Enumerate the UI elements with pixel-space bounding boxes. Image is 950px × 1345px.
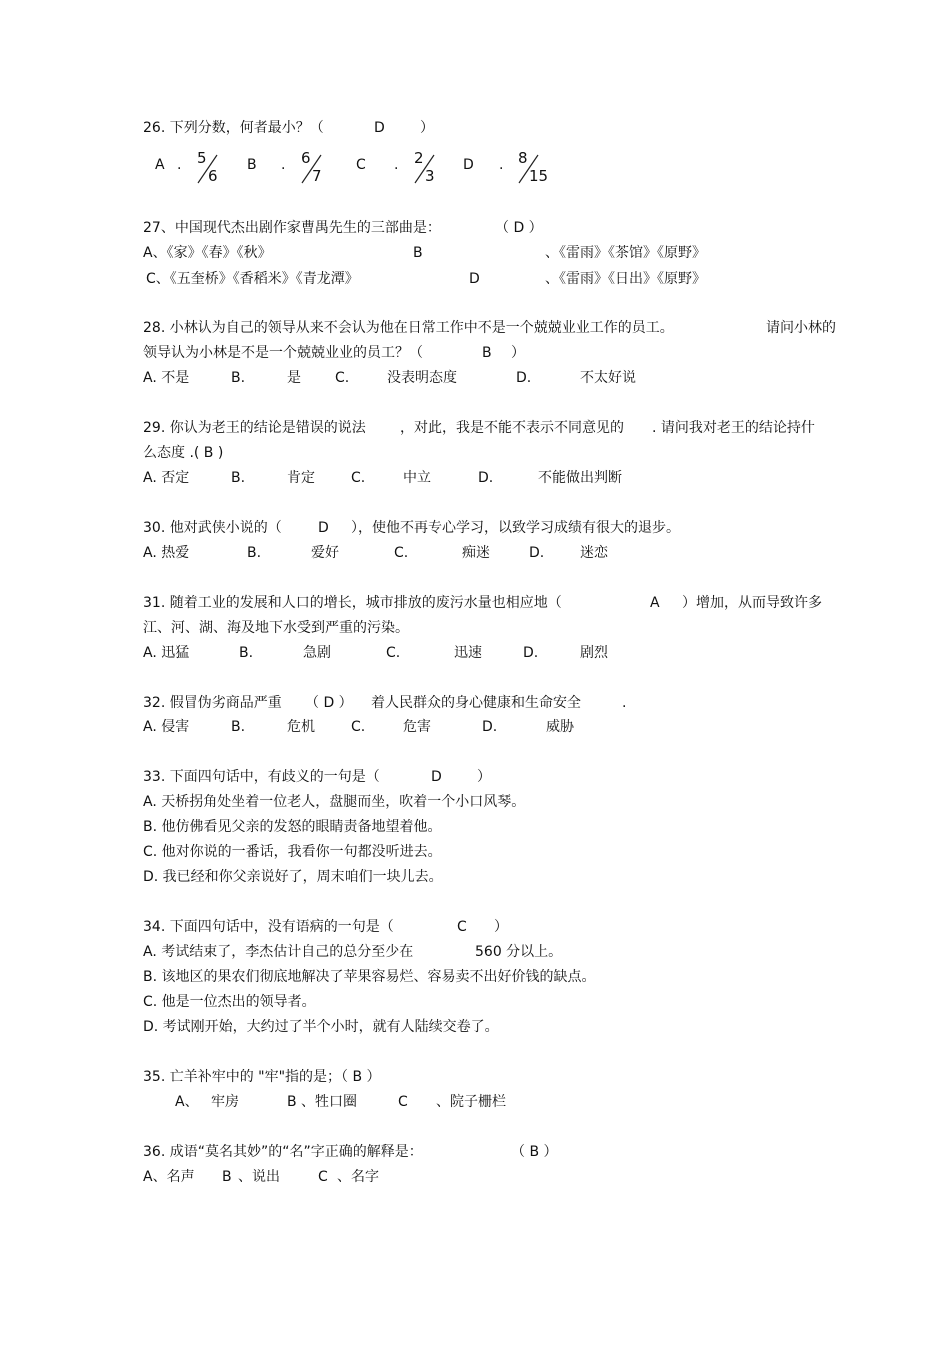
q36-answer: （ B ） xyxy=(511,1144,558,1160)
q27-option-c: C、《五奎桥》《香稻米》《青龙潭》 xyxy=(146,271,359,287)
q26-option-c-letter: C xyxy=(356,157,366,173)
q32-option-c-letter: C. xyxy=(351,719,366,735)
q34-option-a-end: 560 分以上。 xyxy=(475,944,563,960)
q28-option-a: A. 不是 xyxy=(143,370,190,386)
q28-option-b-letter: B. xyxy=(231,370,246,386)
q33-option-c: C. 他对你说的一番话，我看你一句都没听进去。 xyxy=(143,844,442,860)
q33-line1: 33. 下面四句话中，有歧义的一句是（ xyxy=(143,769,380,785)
q26-fraction-d xyxy=(517,150,563,190)
q31-answer: A xyxy=(650,595,660,611)
q29-line1-end: . 请问我对老王的结论持什 xyxy=(652,420,815,436)
q34-option-c: C. 他是一位杰出的领导者。 xyxy=(143,994,316,1010)
q27-answer: （ D ） xyxy=(495,220,543,236)
q32-answer: （ D ） xyxy=(305,695,353,711)
q31-line1-end: ）增加，从而导致许多 xyxy=(682,595,822,611)
q28-option-b: 是 xyxy=(287,370,301,386)
q27-option-b-letter: B xyxy=(413,245,423,261)
q26-option-b-sep: . xyxy=(281,157,286,173)
q26-text: 26. 下列分数，何者最小？（ xyxy=(143,120,324,136)
q28-option-d-letter: D. xyxy=(516,370,532,386)
q26-fraction-c-numerator: 2 xyxy=(414,149,424,167)
q34-option-b: B. 该地区的果农们彻底地解决了苹果容易烂、容易卖不出好价钱的缺点。 xyxy=(143,969,596,985)
q33-option-b: B. 他仿佛看见父亲的发怒的眼睛责备地望着他。 xyxy=(143,819,442,835)
q28-answer: B xyxy=(482,345,492,361)
q30-option-c: 痴迷 xyxy=(462,545,490,561)
q35-option-c-text: 、院子栅栏 xyxy=(436,1094,506,1110)
q32-option-b: 危机 xyxy=(287,719,315,735)
q26-fraction-a-denominator: 6 xyxy=(208,167,218,185)
q29-option-c: 中立 xyxy=(403,470,431,486)
q36-option-c: C xyxy=(318,1169,328,1185)
q28-line1: 28. 小林认为自己的领导从来不会认为他在日常工作中不是一个兢兢业业工作的员工。 xyxy=(143,320,674,336)
q35-option-a-text: 牢房 xyxy=(211,1094,239,1110)
q30-answer: D xyxy=(318,520,329,536)
q31-option-b: 急剧 xyxy=(303,645,331,661)
q26-fraction-d-denominator: 15 xyxy=(529,167,549,185)
q32-line1: 32. 假冒伪劣商品严重 xyxy=(143,695,282,711)
q28-close: ） xyxy=(511,345,525,361)
q36-option-b-text: 、说出 xyxy=(238,1169,280,1185)
q34-line1: 34. 下面四句话中，没有语病的一句是（ xyxy=(143,919,394,935)
q26-option-a-sep: . xyxy=(177,157,182,173)
q26-option-a-letter: A xyxy=(155,157,165,173)
q30-option-d: 迷恋 xyxy=(580,545,608,561)
q32-option-d: 威胁 xyxy=(546,719,574,735)
q33-option-d: D. 我已经和你父亲说好了，周末咱们一块儿去。 xyxy=(143,869,443,885)
q30-option-a: A. 热爱 xyxy=(143,545,190,561)
q30-option-b: 爱好 xyxy=(311,545,339,561)
q31-line1: 31. 随着工业的发展和人口的增长，城市排放的废污水量也相应地（ xyxy=(143,595,562,611)
q26-option-d-letter: D xyxy=(463,157,474,173)
q32-line1-end: . xyxy=(622,695,627,711)
q34-option-a: A. 考试结束了，李杰估计自己的总分至少在 xyxy=(143,944,414,960)
q30-option-d-letter: D. xyxy=(529,545,545,561)
q35-option-a: A、 xyxy=(175,1094,199,1110)
q31-option-b-letter: B. xyxy=(239,645,254,661)
q26-option-b-letter: B xyxy=(247,157,257,173)
q26-close: ） xyxy=(420,120,434,136)
q34-close: ） xyxy=(494,919,508,935)
q26-option-d-sep: . xyxy=(499,157,504,173)
q31-option-c: 迅速 xyxy=(454,645,482,661)
q35-option-c: C xyxy=(398,1094,408,1110)
q31-option-c-letter: C. xyxy=(386,645,401,661)
q26-fraction-c-denominator: 3 xyxy=(425,167,435,185)
q35-line1: 35. 亡羊补牢中的 "牢"指的是；（ B ） xyxy=(143,1069,381,1085)
q31-line2: 江、河、湖、海及地下水受到严重的污染。 xyxy=(143,620,409,636)
q30-option-b-letter: B. xyxy=(247,545,262,561)
q32-option-d-letter: D. xyxy=(482,719,498,735)
q36-option-a: A、名声 xyxy=(143,1169,195,1185)
q32-option-b-letter: B. xyxy=(231,719,246,735)
q28-line1-end: 请问小林的 xyxy=(766,320,836,336)
q27-text: 27、中国现代杰出剧作家曹禺先生的三部曲是： xyxy=(143,220,441,236)
q26-fraction-b-numerator: 6 xyxy=(301,149,311,167)
q30-option-c-letter: C. xyxy=(394,545,409,561)
q28-option-c-letter: C. xyxy=(335,370,350,386)
q26-fraction-a xyxy=(196,150,236,190)
q29-option-a: A. 否定 xyxy=(143,470,190,486)
q29-option-b-letter: B. xyxy=(231,470,246,486)
q32-option-a: A. 侵害 xyxy=(143,719,190,735)
q26-fraction-b xyxy=(300,150,340,190)
q28-option-d: 不太好说 xyxy=(580,370,636,386)
q35-option-b: B 、牲口圈 xyxy=(287,1094,358,1110)
q27-option-d: 、《雷雨》《日出》《原野》 xyxy=(545,271,706,287)
q36-option-c-text: 、名字 xyxy=(337,1169,379,1185)
q33-answer: D xyxy=(431,769,442,785)
q34-answer: C xyxy=(457,919,467,935)
q31-option-d: 剧烈 xyxy=(580,645,608,661)
q33-close: ） xyxy=(477,769,491,785)
q33-option-a: A. 天桥拐角处坐着一位老人，盘腿而坐，吹着一个小口风琴。 xyxy=(143,794,526,810)
q29-line1-mid: ，对此，我是不能不表示不同意见的 xyxy=(400,420,624,436)
q31-option-a: A. 迅猛 xyxy=(143,645,190,661)
q30-line1-end: ），使他不再专心学习，以致学习成绩有很大的退步。 xyxy=(351,520,680,536)
q27-option-d-letter: D xyxy=(469,271,480,287)
q34-option-d: D. 考试刚开始，大约过了半个小时，就有人陆续交卷了。 xyxy=(143,1019,499,1035)
q26-answer: D xyxy=(374,120,385,136)
q26-fraction-d-numerator: 8 xyxy=(518,149,528,167)
q29-option-b: 肯定 xyxy=(287,470,315,486)
q28-option-c: 没表明态度 xyxy=(387,370,457,386)
q27-option-b: 、《雷雨》《茶馆》《原野》 xyxy=(545,245,706,261)
q27-option-a: A、《家》《春》《秋》 xyxy=(143,245,272,261)
q36-line1: 36. 成语“莫名其妙”的“名”字正确的解释是： xyxy=(143,1144,423,1160)
q26-fraction-a-numerator: 5 xyxy=(197,149,207,167)
q32-line1-mid: 着人民群众的身心健康和生命安全 xyxy=(371,695,581,711)
q29-option-d: 不能做出判断 xyxy=(538,470,622,486)
q29-option-c-letter: C. xyxy=(351,470,366,486)
q32-option-c: 危害 xyxy=(403,719,431,735)
q26-fraction-c xyxy=(413,150,453,190)
q36-option-b: B xyxy=(222,1169,232,1185)
q31-option-d-letter: D. xyxy=(523,645,539,661)
q26-fraction-b-denominator: 7 xyxy=(312,167,322,185)
q29-option-d-letter: D. xyxy=(478,470,494,486)
q30-line1: 30. 他对武侠小说的（ xyxy=(143,520,282,536)
q28-line2: 领导认为小林是不是一个兢兢业业的员工？（ xyxy=(143,345,423,361)
q26-option-c-sep: . xyxy=(394,157,399,173)
q29-line1: 29. 你认为老王的结论是错误的说法 xyxy=(143,420,366,436)
q29-line2: 么态度 .( B ) xyxy=(143,445,224,461)
